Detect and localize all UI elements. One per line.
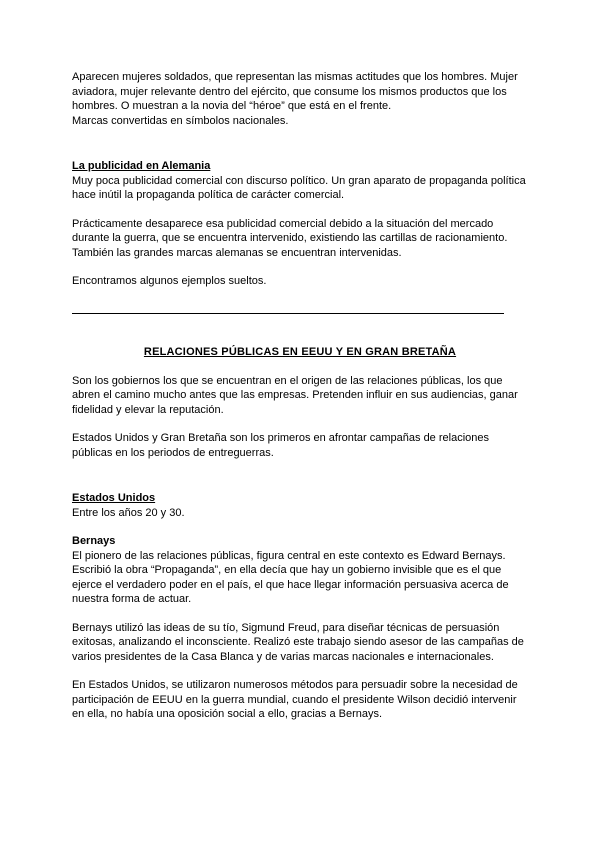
spacer [72, 664, 528, 678]
spacer [72, 203, 528, 217]
document-page [72, 70, 528, 722]
germany-paragraph-3: Encontramos algunos ejemplos sueltos. [72, 275, 267, 287]
usa-heading: Estados Unidos [72, 492, 156, 504]
germany-paragraph-2: Prácticamente desaparece esa publicidad comercial debido a la situación del mercado durante la guerra, que se encuentra intervenido, existiendo las cartillas de racionamiento. También las grandes marcas alemanas se encuentran intervenidas. [72, 217, 508, 259]
bernays-heading: Bernays [72, 535, 116, 547]
bernays-paragraph-3: En Estados Unidos, se utilizaron numerosos métodos para persuadir sobre la necesidad de participación de EEUU en la guerra mundial, cuando el presidente Wilson decidió intervenir en ella, no había una oposición social a ello, gracias a Bernays. [72, 679, 518, 720]
bernays-paragraph-1: El pionero de las relaciones públicas, figura central en este contexto es Edward Bernays. Escribió la obra “Propaganda”, en ella decía que hay un gobierno invisible que es el que ejerce el verdadero poder en el país, el que hace llegar información persuasiva acerca de nuestra forma de actuar. [72, 549, 509, 605]
germany-heading: La publicidad en Alemania [72, 160, 211, 172]
brands-paragraph: Marcas convertidas en símbolos nacionales. [72, 114, 289, 127]
spacer [72, 360, 528, 374]
germany-paragraph-1: Muy poca publicidad comercial con discurso político. Un gran aparato de propaganda política hace inútil la propaganda política de carácter comercial. [72, 174, 526, 201]
spacer [72, 607, 528, 621]
pr-paragraph-1: Son los gobiernos los que se encuentran en el origen de las relaciones públicas, los que abren el camino mucho antes que las empresas. Pretenden influir en sus audiencias, ganar fidelidad y elevar la reputación. [72, 374, 518, 416]
intro-paragraph: Aparecen mujeres soldados, que representan las mismas actitudes que los hombres. Mujer aviadora, mujer relevante dentro del ejército, que consume los mismos productos que los hombres. O muestran a la novia del “héroe” que está en el frente. [72, 71, 518, 112]
section-title: RELACIONES PÚBLICAS EN EEUU Y EN GRAN BRETAÑA [143, 346, 457, 358]
pr-paragraph-2: Estados Unidos y Gran Bretaña son los primeros en afrontar campañas de relaciones públicas en los periodos de entreguerras. [72, 432, 489, 459]
bernays-paragraph-2: Bernays utilizó las ideas de su tío, Sigmund Freud, para diseñar técnicas de persuasión exitosas, analizando el inconsciente. Realizó este trabajo siendo asesor de las campañas de varios presidentes de la Casa Blanca y de varias marcas nacionales e internacionales. [72, 621, 524, 663]
spacer [72, 128, 528, 159]
separator-line [72, 303, 528, 318]
spacer [72, 520, 528, 534]
usa-paragraph: Entre los años 20 y 30. [72, 506, 185, 519]
spacer [72, 317, 528, 345]
spacer [72, 417, 528, 431]
spacer [72, 289, 528, 303]
spacer [72, 460, 528, 491]
spacer [72, 260, 528, 274]
